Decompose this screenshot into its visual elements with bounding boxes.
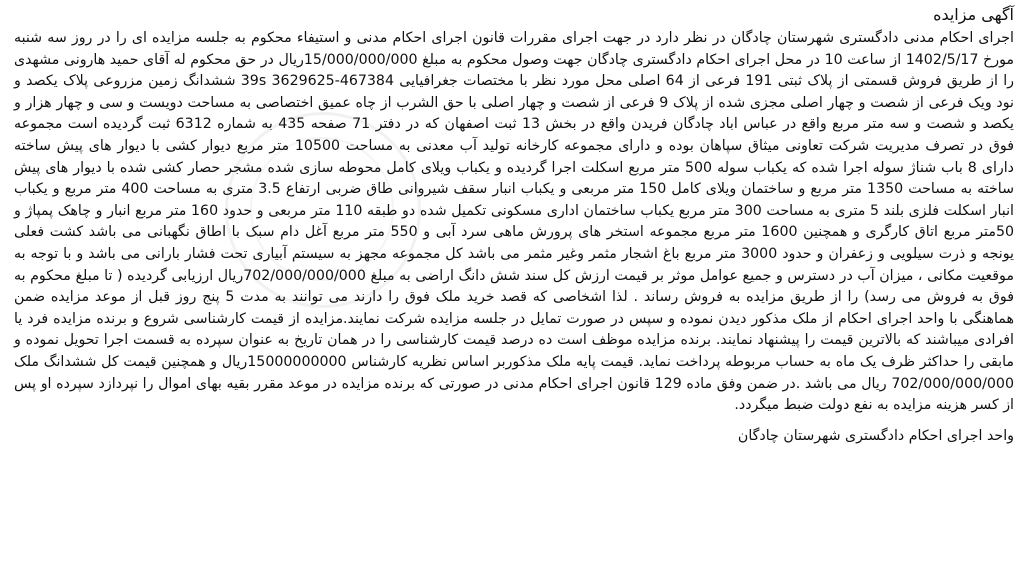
notice-title: آگهی مزایده	[933, 5, 1014, 24]
notice-signature: واحد اجرای احکام دادگستری شهرستان چادگان	[737, 427, 1014, 444]
notice-body: اجرای احکام مدنی دادگستری شهرستان چادگان در نظر دارد در جهت اجرای مقررات قانون اجرای احکام مدنی و استیفاء محکوم به جلسه مزایده ای را در روز سه شنبه مورخ 1402/5/17 از ساعت 10 در محل اجرای احکام دادگستری چادگان جهت وصول محکوم به مبلغ 15/000/000/000ریال در حق محکوم له آقای حمید هارونی مشهدی را از طریق فروش قسمتی از پلاک ثبتی 191 فرعی از 64 اصلی محل مورد نظر با مختصات جغرافیایی 39s 3629625-467384 ششدانگ زمین مزروعی پلاک یکصد و نود ویک فرعی از شصت و چهار اصلی مجزی شده از پلاک 9 فرعی از شصت و چهار اصلی با حق الشرب از چاه عمیق اختصاصی به مساحت دویست و سی و چهار هزار و یکصد و شصت و سه متر مربع واقع در عباس اباد چادگان فریدن واقع در بخش 13 ثبت اصفهان که در دفتر 71 صفحه 435 به شماره 6312 ثبت گردیده است مجموعه فوق در تصرف مدیریت شرکت تعاونی میثاق سپاهان بوده و دارای مجموعه کارخانه تولید آب معدنی به مساحت 10500 متر مربع دیوار کشی با دیوار های پیش ساخته دارای 8 باب شناژ سوله اجرا شده که یکباب سوله 500 متر مربع اسکلت اجرا گردیده و یکباب ویلای کامل محوطه سازی شده مشجر حصار کشی شده با دیوار های پیش ساخته به مساحت 1350 متر مربع و ساختمان ویلای کامل 150 متر مربعی و یکباب انبار سقف شیروانی طاق ضربی ارتفاع 3.5 متری به مساحت 400 متر مربع و یکباب انبار اسکلت فلزی بلند 5 متری به مساحت 300 متر مربع یکباب ساختمان اداری مسکونی تکمیل شده دو طبقه 110 متر مربعی و حدود 160 متر مربع انبار و چاهک پمپاژ و 50متر مربع اتاق کارگری و همچنین 1600 متر مربع مجموعه استخر های پرورش ماهی سرد آبی و 550 متر مربع آغل دام سبک با اطاق نگهبانی می باشد کشت فعلی یونجه و ذرت سیلویی و زعفران و حدود 3000 متر مربع باغ اشجار مثمر وغیر مثمر می باشد کل مجموعه مجهز به سیستم آبیاری تحت فشار بارانی می باشد و با توجه به موقعیت مکانی ، میزان آب در دسترس و جمیع عوامل موثر بر قیمت ارزش کل سند شش دانگ اراضی به مبلغ 702/000/000/000ریال ارزیابی گردیده ( تا مبلغ محکوم به فوق به فروش می رسد) را از طریق مزایده به فروش رساند . لذا اشخاصی که قصد خرید ملک فوق را دارند می توانند به مدت 5 پنج روز قبل از موعد مزایده ضمن هماهنگی با واحد اجرای احکام از ملک مذکور دیدن نموده و سپس در صورت تمایل در جلسه مزایده شرکت نمایند.مزایده از قیمت کارشناسی شروع و برنده مزایده فرد یا افرادی میباشند که بالاترین قیمت را پیشنهاد نمایند. برنده مزایده موظف است ده درصد قیمت کارشناسی را در همان تاریخ به عنوان سپرده به قسمت اجرا تحویل نموده و مابقی را حداکثر ظرف یک ماه به حساب مربوطه پرداخت نماید. قیمت پایه ملک مذکوربر اساس نظریه کارشناس 15000000000ریال و همچنین قیمت کل ششدانگ ملک 702/000/000/000 ریال می باشد .در ضمن وفق ماده 129 قانون اجرای احکام مدنی در صورتی که برنده مزایده در موعد مقرر بقیه بهای اموال را نپردازد سپرده او پس از کسر هزینه مزایده به نفع دولت ضبط میگردد.	[14, 30, 1014, 414]
